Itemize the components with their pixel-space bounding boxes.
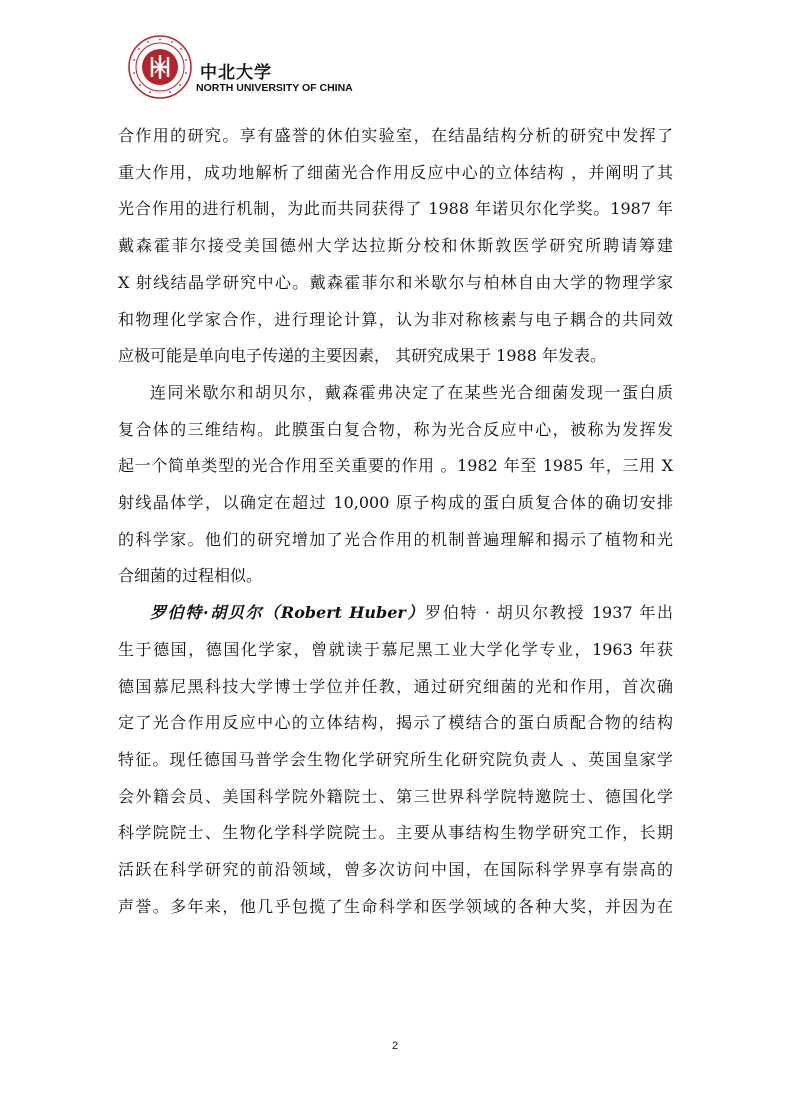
text-line: 连同米歇尔和胡贝尔，戴森霍弗决定了在某些光合细菌发现一蛋白质 (150, 382, 673, 402)
text-line: 特征。现任德国马普学会生物化学研究所生化研究院负责人 、英国皇家学 (118, 749, 673, 769)
text-line: X 射线结晶学研究中心。戴森霍菲尔和米歇尔与柏林自由大学的物理学家 (118, 272, 673, 292)
text-line: 应极可能是单向电子传递的主要因素， 其研究成果于 1988 年发表。 (118, 346, 606, 366)
text-line: 戴森霍菲尔接受美国德州大学达拉斯分校和休斯敦医学研究所聘请筹建 (118, 236, 673, 256)
paragraph-2 (118, 375, 673, 595)
text-line: 重大作用，成功地解析了细菌光合作用反应中心的立体结构 ，并阐明了其 (118, 162, 673, 182)
text-line: 合细菌的过程相似。 (118, 566, 263, 586)
text-line: 起一个简单类型的光合作用至关重要的作用 。1982 年至 1985 年，三用 X (118, 456, 673, 476)
text-line: 科学院院士、生物化学科学院院士。主要从事结构生物学研究工作，长期 (118, 823, 673, 843)
text-line: 活跃在科学研究的前沿领域，曾多次访问中国，在国际科学界享有崇高的 (118, 860, 673, 880)
university-seal-logo (128, 35, 192, 99)
text-line: 光合作用的进行机制，为此而共同获得了 1988 年诺贝尔化学奖。1987 年 (118, 199, 673, 219)
text-line: 生于德国，德国化学家，曾就读于慕尼黑工业大学化学专业，1963 年获 (118, 639, 673, 659)
text-line: 声誉。多年来，他几乎包揽了生命科学和医学领域的各种大奖，并因为在 (118, 896, 673, 916)
text-line: 复合体的三维结构。此膜蛋白复合物，称为光合反应中心，被称为发挥发 (118, 419, 673, 439)
university-name-cn: 中北大学 (200, 63, 272, 83)
page-number: 2 (391, 1040, 399, 1052)
university-name-en: NORTH UNIVERSITY OF CHINA (196, 82, 353, 94)
text-line: 合作用的研究。享有盛誉的休伯实验室，在结晶结构分析的研究中发挥了 (118, 126, 673, 145)
text-line: 定了光合作用反应中心的立体结构，揭示了模结合的蛋白质配合物的结构 (118, 713, 673, 733)
text-line: 的科学家。他们的研究增加了光合作用的机制普遍理解和揭示了植物和光 (118, 529, 673, 549)
document-body (118, 118, 673, 925)
text-line: 射线晶体学，以确定在超过 10,000 原子构成的蛋白质复合体的确切安排 (118, 493, 673, 513)
text-line: 德国慕尼黑科技大学博士学位并任教，通过研究细菌的光和作用，首次确 (118, 676, 673, 696)
text-line: 会外籍会员、美国科学院外籍院士、第三世界科学院特邀院士、德国化学 (118, 786, 673, 806)
paragraph-1 (118, 118, 673, 375)
text-line: 和物理化学家合作，进行理论计算，认为非对称核素与电子耦合的共同效 (118, 309, 673, 329)
text-fragment: 罗伯特 · 胡贝尔教授 1937 年出 (425, 603, 673, 623)
person-name-heading: 罗伯特·胡贝尔（Robert Huber） (150, 603, 426, 623)
text-line (118, 595, 673, 632)
paragraph-3 (118, 595, 673, 925)
